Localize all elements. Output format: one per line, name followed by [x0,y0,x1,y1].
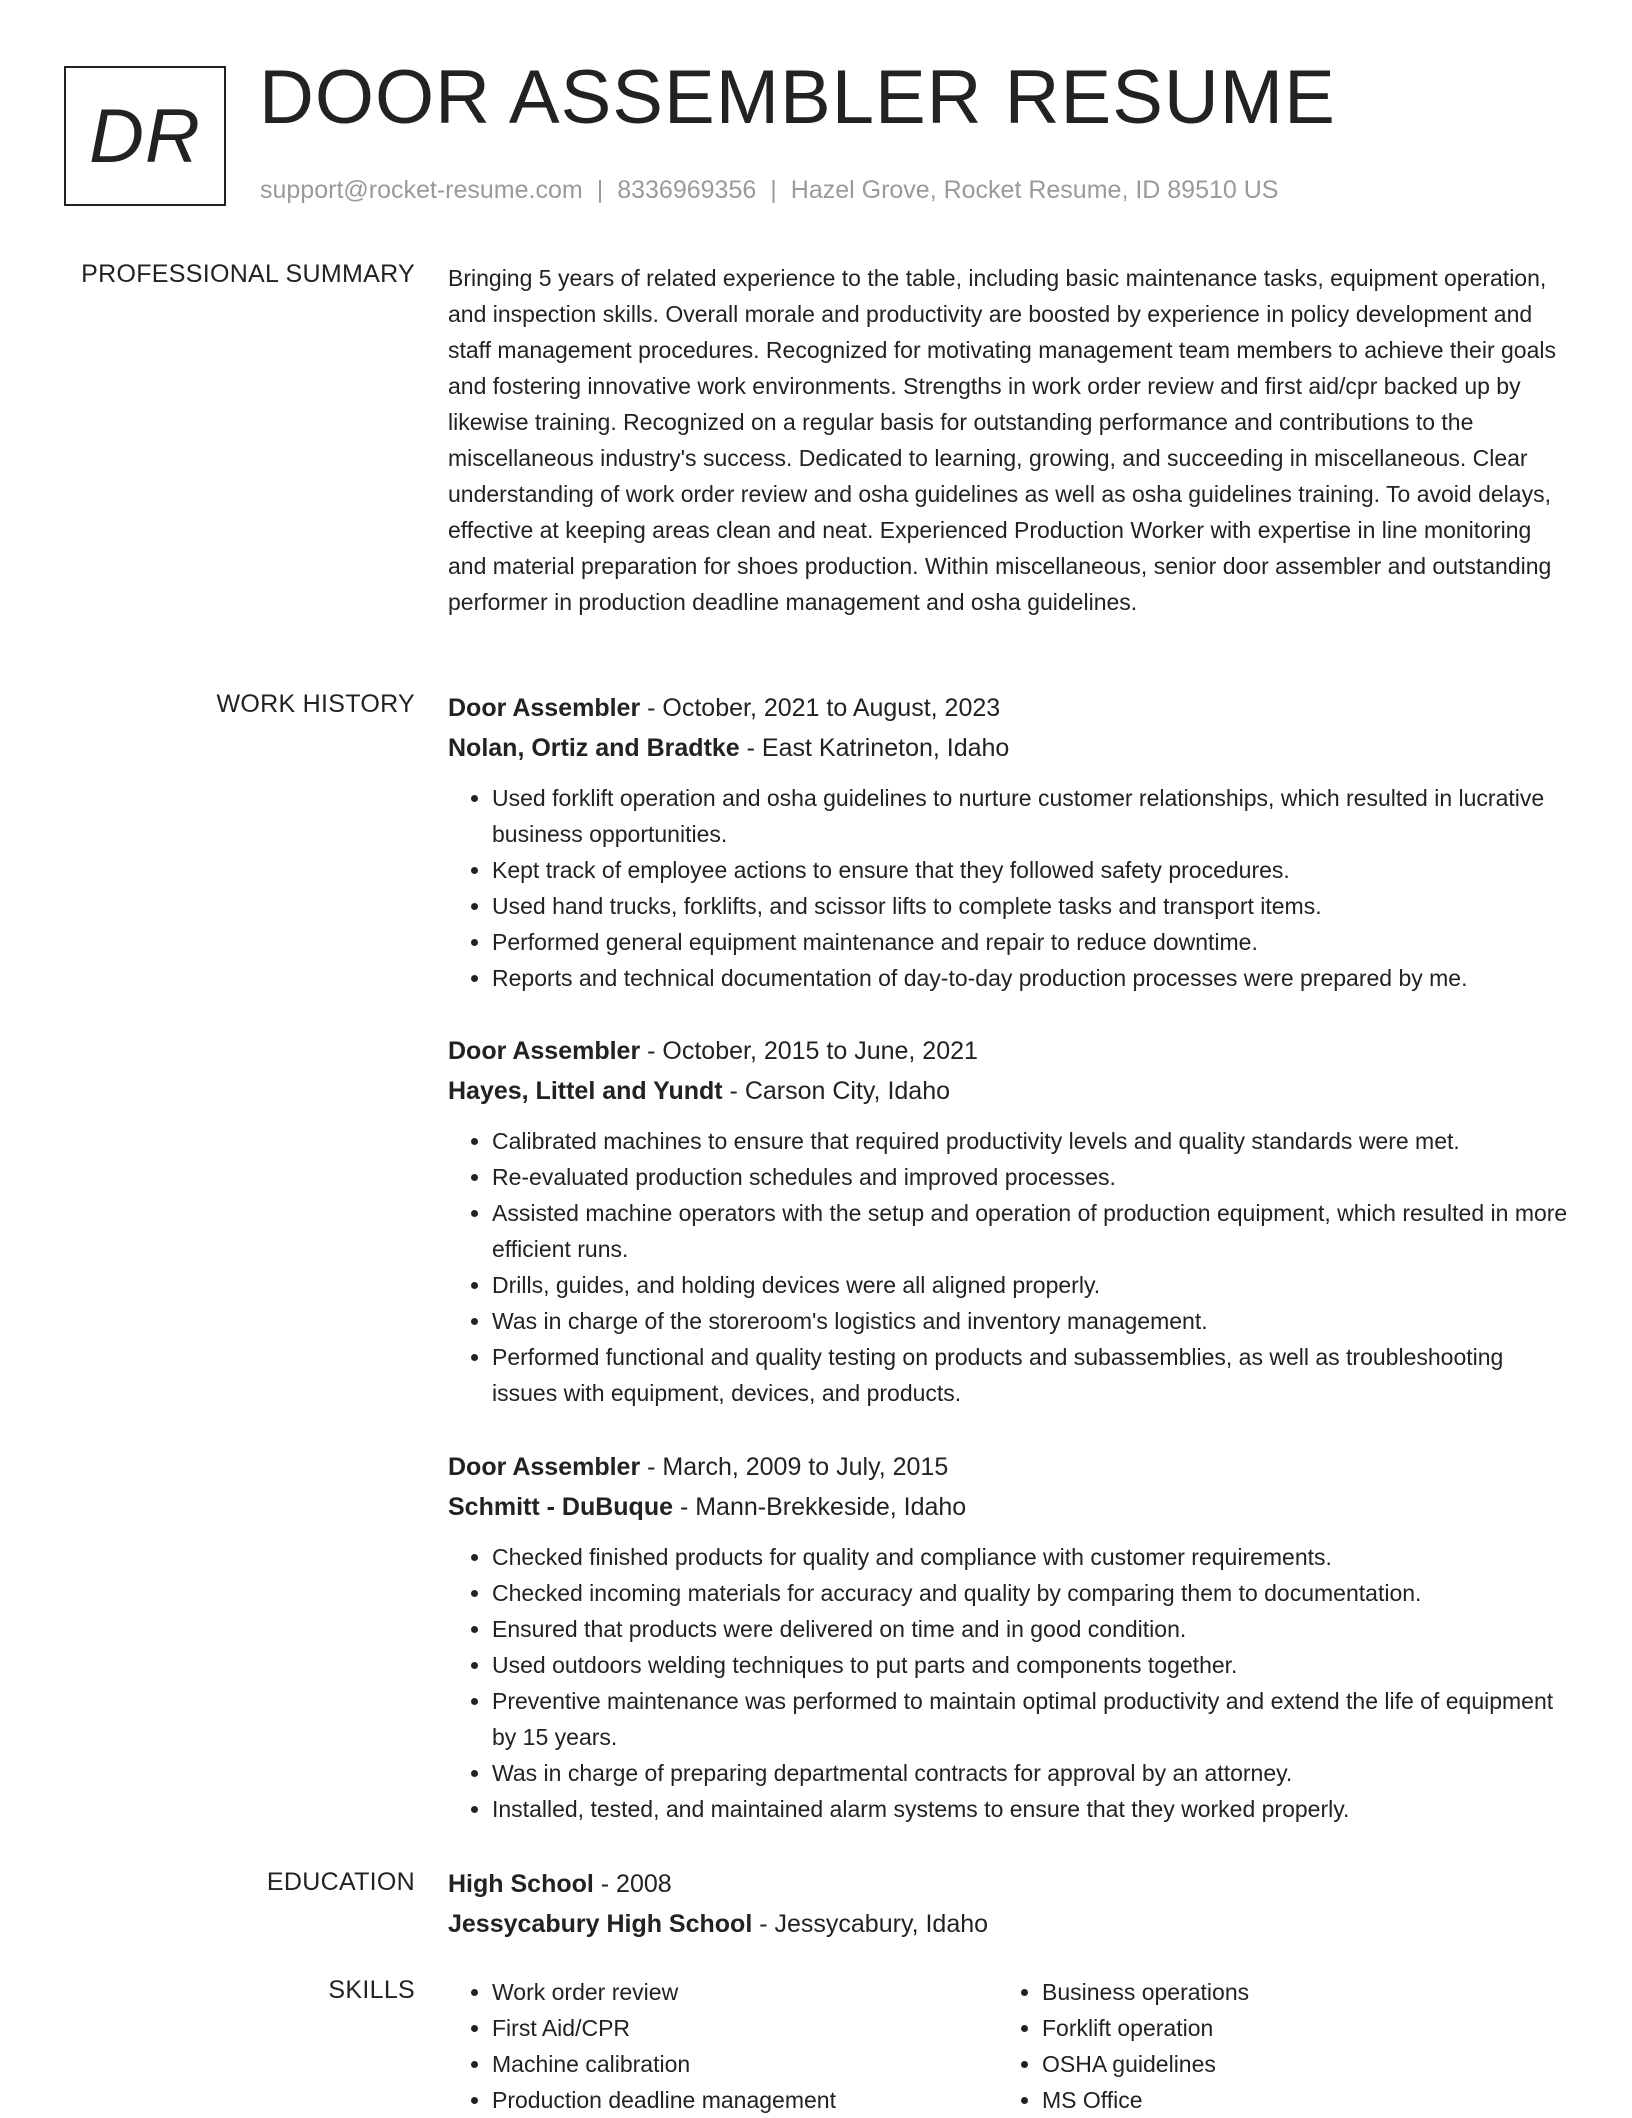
job-entry-2 [448,1031,1568,1411]
summary-heading: PROFESSIONAL SUMMARY [81,260,415,288]
skills-columns [448,1974,1568,2118]
skill-item: • OSHA guidelines [1042,2046,1548,2082]
education-school: Jessycabury High School [448,1910,753,1938]
job-entry-3 [448,1447,1568,1827]
skill-item: • Production deadline management [492,2082,998,2118]
list-item: • Was in charge of the storeroom's logistics and inventory management. [492,1303,1568,1339]
contact-email[interactable]: support@rocket-resume.com [260,176,583,204]
list-item: • Calibrated machines to ensure that required productivity levels and quality standards were met. [492,1123,1568,1159]
skill-item: • Forklift operation [1042,2010,1548,2046]
contact-phone[interactable]: 8336969356 [617,176,757,204]
list-item: • Kept track of employee actions to ensure that they followed safety procedures. [492,852,1568,888]
education-location: - Jessycabury, Idaho [752,1910,989,1938]
skills-list-right [998,1974,1548,2118]
list-item: • Was in charge of preparing departmental contracts for approval by an attorney. [492,1755,1568,1791]
list-item: • Assisted machine operators with the setup and operation of production equipment, which resulted in more efficient runs. [492,1195,1568,1267]
job-bullets [448,1539,1568,1827]
job-title-line [448,1031,1568,1071]
list-item: • Used forklift operation and osha guidelines to nurture customer relationships, which resulted in lucrative business opportunities. [492,780,1568,852]
job-title: Door Assembler [448,694,641,722]
job-location: - Carson City, Idaho [722,1077,951,1105]
skill-item: • MS Office [1042,2082,1548,2118]
skill-item: • First Aid/CPR [492,2010,998,2046]
contact-separator: | [770,176,777,204]
job-company-line [448,1487,1568,1527]
education-degree: High School [448,1870,594,1898]
job-company: Hayes, Littel and Yundt [448,1077,723,1105]
education-year: - 2008 [593,1870,672,1898]
skills-heading: SKILLS [328,1976,415,2004]
contact-address: Hazel Grove, Rocket Resume, ID 89510 US [790,176,1279,204]
resume-title: DOOR ASSEMBLER RESUME [259,55,1336,140]
job-dates: - October, 2015 to June, 2021 [640,1037,978,1065]
list-item: • Performed general equipment maintenance and repair to reduce downtime. [492,924,1568,960]
list-item: • Performed functional and quality testing on products and subassemblies, as well as troubleshooting issues with equipment, devices, and products. [492,1339,1568,1411]
list-item: • Used outdoors welding techniques to put parts and components together. [492,1647,1568,1683]
skills-list-left [448,1974,998,2118]
initials-monogram [64,66,226,206]
job-dates: - March, 2009 to July, 2015 [640,1453,949,1481]
summary-text: Bringing 5 years of related experience to the table, including basic maintenance tasks, equipment operation, and inspection skills. Overall morale and productivity are boosted by experience in policy development and staff management procedures. Recognized for motivating management team members to achieve their goals and fostering innovative work environments. Strengths in work order review and first aid/cpr backed up by likewise training. Recognized on a regular basis for outstanding performance and contributions to the miscellaneous industry's success. Dedicated to learning, growing, and succeeding in miscellaneous. Clear understanding of work order review and osha guidelines as well as osha guidelines training. To avoid delays, effective at keeping areas clean and neat. Experienced Production Worker with expertise in line monitoring and material preparation for shoes production. Within miscellaneous, senior door assembler and outstanding performer in production deadline management and osha guidelines. [448,265,1556,615]
skill-item: • Machine calibration [492,2046,998,2082]
job-title: Door Assembler [448,1453,641,1481]
list-item: • Reports and technical documentation of day-to-day production processes were prepared by me. [492,960,1568,996]
skill-item: • Business operations [1042,1974,1548,2010]
job-dates: - October, 2021 to August, 2023 [640,694,1001,722]
list-item: • Re-evaluated production schedules and improved processes. [492,1159,1568,1195]
work-history-heading: WORK HISTORY [216,690,415,718]
job-bullets [448,1123,1568,1411]
list-item: • Installed, tested, and maintained alarm systems to ensure that they worked properly. [492,1791,1568,1827]
list-item: • Drills, guides, and holding devices were all aligned properly. [492,1267,1568,1303]
skill-item: • Work order review [492,1974,998,2010]
education-section [448,1864,1568,1944]
list-item: • Ensured that products were delivered on time and in good condition. [492,1611,1568,1647]
list-item: • Preventive maintenance was performed to maintain optimal productivity and extend the life of equipment by 15 years. [492,1683,1568,1755]
job-company: Schmitt - DuBuque [448,1493,673,1521]
education-heading: EDUCATION [266,1868,415,1896]
job-company-line [448,728,1568,768]
list-item: • Used hand trucks, forklifts, and scissor lifts to complete tasks and transport items. [492,888,1568,924]
job-company: Nolan, Ortiz and Bradtke [448,734,740,762]
skills-section [448,1974,1568,2118]
job-entry-1 [448,688,1568,996]
job-location: - Mann-Brekkeside, Idaho [673,1493,967,1521]
job-location: - East Katrineton, Idaho [739,734,1010,762]
initials-text: DR [89,93,201,179]
contact-separator: | [596,176,604,204]
summary-section [448,260,1568,620]
job-title-line [448,688,1568,728]
job-title: Door Assembler [448,1037,641,1065]
job-title-line [448,1447,1568,1487]
list-item: • Checked finished products for quality and compliance with customer requirements. [492,1539,1568,1575]
education-degree-line [448,1864,1568,1904]
education-school-line [448,1904,1568,1944]
list-item: • Checked incoming materials for accuracy and quality by comparing them to documentation. [492,1575,1568,1611]
contact-line [260,176,1278,205]
job-bullets [448,780,1568,996]
job-company-line [448,1071,1568,1111]
